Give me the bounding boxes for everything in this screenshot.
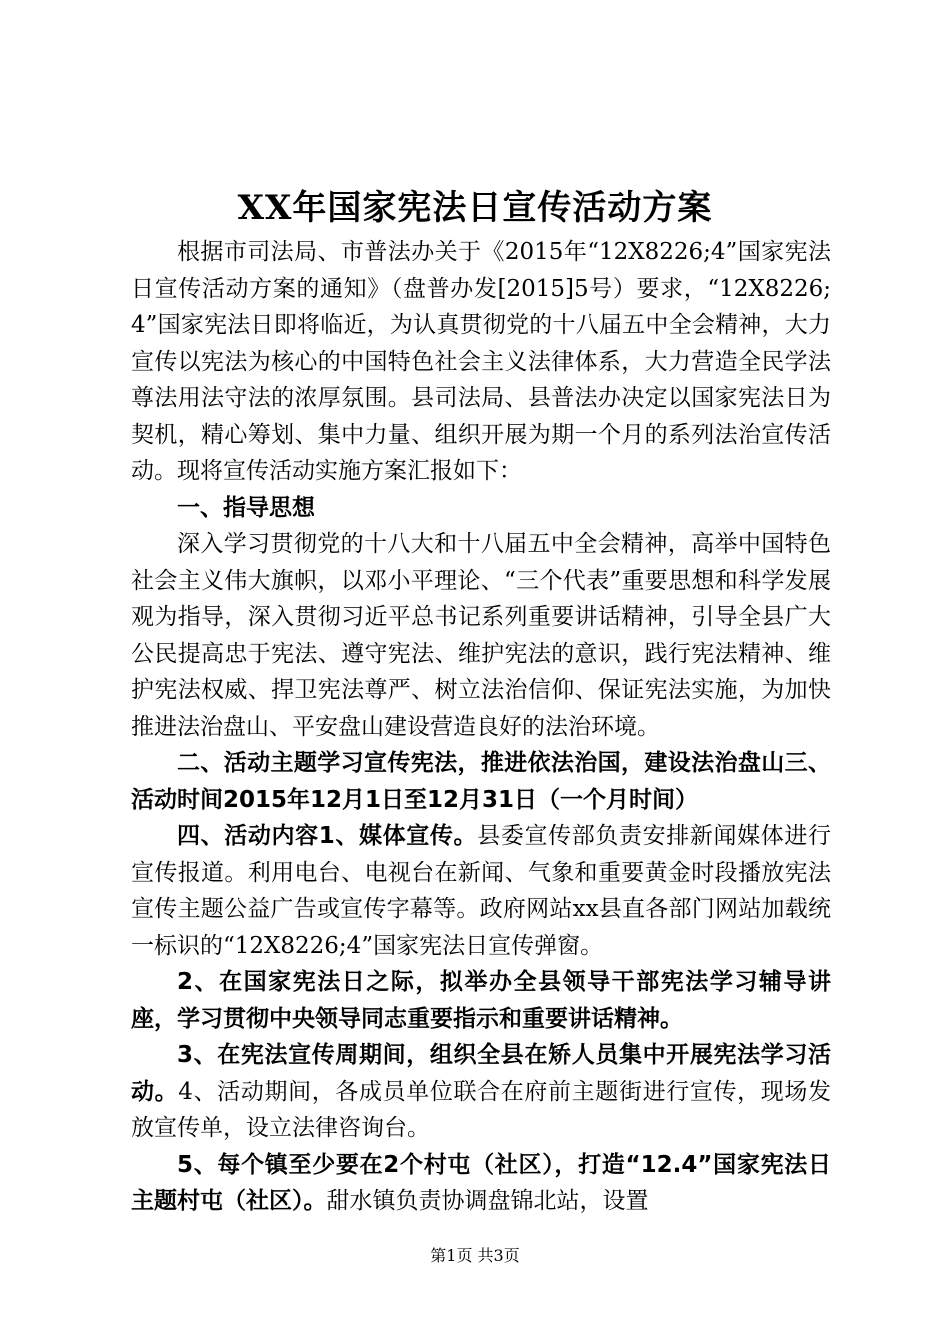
item-5-lead: 5、每个镇至少要在2个村屯（社区），打造“12.4”国家宪法日主题村屯（社区）。 bbox=[131, 1151, 831, 1214]
item-3-lead: 3、在宪法宣传周期间，组织全县在矫人员集中开展宪法学习活动。 bbox=[131, 1042, 831, 1105]
theme-and-time-paragraph: 二、活动主题学习宣传宪法，推进依法治国，建设法治盘山三、活动时间2015年12月1日至12月31日（一个月时间） bbox=[131, 750, 831, 813]
item-3-paragraph bbox=[131, 1037, 831, 1147]
item-5-text: 甜水镇负责协调盘锦北站，设置 bbox=[326, 1188, 649, 1214]
item-4-text: 4、活动期间，各成员单位联合在府前主题街进行宣传，现场发放宣传单，设立法律咨询台。 bbox=[131, 1078, 832, 1141]
document-body bbox=[131, 234, 831, 1220]
item-2-paragraph: 2、在国家宪法日之际，拟举办全县领导干部宪法学习辅导讲座，学习贯彻中央领导同志重要指示和重要讲话精神。 bbox=[131, 969, 831, 1032]
intro-paragraph: 根据市司法局、市普法办关于《2015年“12X8226;4”国家宪法日宣传活动方案的通知》（盘普办发[2015]5号）要求，“12X8226;4”国家宪法日即将临近，为认真贯彻党的十八届五中全会精神，大力宣传以宪法为核心的中国特色社会主义法律体系，大力营造全民学法尊法用法守法的浓厚氛围。县司法局、县普法办决定以国家宪法日为契机，精心筹划、集中力量、组织开展为期一个月的系列法治宣传活动。现将宣传活动实施方案汇报如下： bbox=[131, 239, 831, 484]
activity-content-paragraph bbox=[131, 818, 831, 964]
guiding-ideology-paragraph: 深入学习贯彻党的十八大和十八届五中全会精神，高举中国特色社会主义伟大旗帜，以邓小平理论、“三个代表”重要思想和科学发展观为指导，深入贯彻习近平总书记系列重要讲话精神，引导全县广大公民提高忠于宪法、遵守宪法、维护宪法的意识，践行宪法精神、维护宪法权威、捍卫宪法尊严、树立法治信仰、保证宪法实施，为加快推进法治盘山、平安盘山建设营造良好的法治环境。 bbox=[131, 531, 831, 740]
activity-content-text: 县委宣传部负责安排新闻媒体进行宣传报道。利用电台、电视台在新闻、气象和重要黄金时段播放宪法宣传主题公益广告或宣传字幕等。政府网站xx县直各部门网站加载统一标识的“12X8226;4”国家宪法日宣传弹窗。 bbox=[131, 823, 831, 959]
item-5-paragraph bbox=[131, 1147, 831, 1220]
activity-content-lead: 四、活动内容1、媒体宣传。 bbox=[177, 823, 478, 849]
document-title: XX年国家宪法日宣传活动方案 bbox=[237, 188, 713, 228]
page-footer: 第1页 共3页 bbox=[430, 1246, 520, 1265]
section-heading-guiding-ideology: 一、指导思想 bbox=[177, 494, 315, 521]
